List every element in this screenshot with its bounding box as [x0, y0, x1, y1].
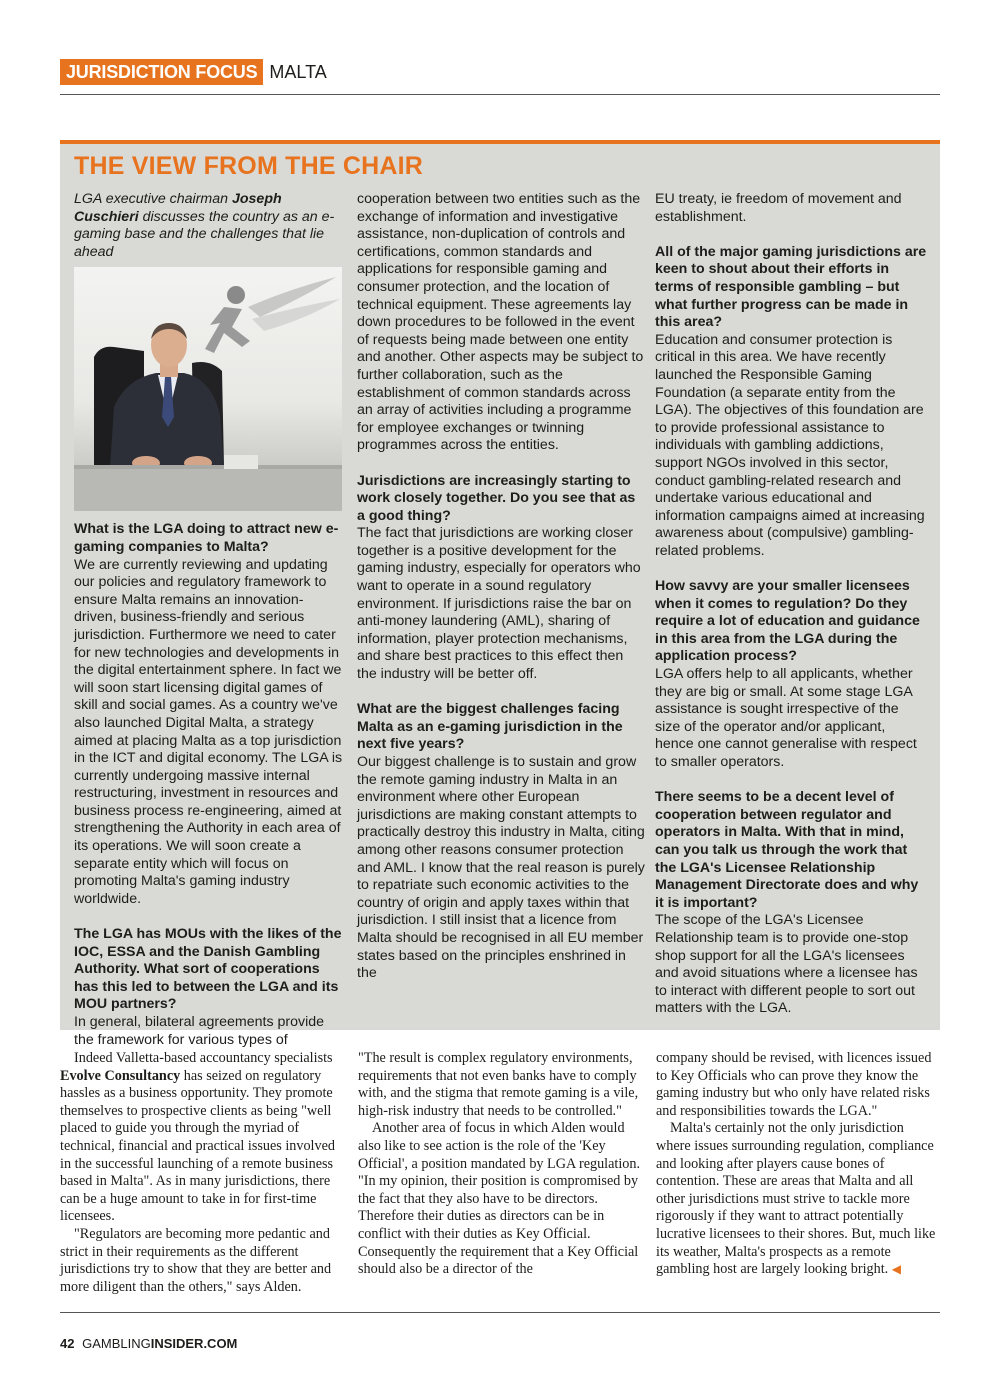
section-subtitle: MALTA	[269, 61, 327, 82]
section-tag: JURISDICTION FOCUS	[60, 59, 263, 85]
interview-column-3	[655, 191, 927, 1018]
answer: EU treaty, ie freedom of movement and establishment.	[655, 191, 902, 225]
standfirst-pre: LGA executive chairman	[74, 191, 232, 207]
article-paragraph	[60, 1050, 338, 1226]
chairman-photo	[74, 267, 342, 511]
answer: We are currently reviewing and updating our policies and regulatory framework to ensure Malta remains an innovation-driven, business-friendly and serious jurisdiction. Furthermore we need to cater for new technologies and developments in the digital entertainment sphere. In fact we will soon start licensing digital games of skill and social games. As a country we've also launched Digital Malta, a strategy aimed at placing Malta as a top jurisdiction in the ICT and digital economy. The LGA is currently undergoing massive internal restructuring, investment in resources and business process re-engineering, aimed at strengthening the Authority in each area of its operations. We will soon create a separate entity which will focus on promoting Malta's gaming industry worldwide.	[74, 556, 343, 907]
question: Jurisdictions are increasingly starting to work closely together. Do you see that as a good thing?	[357, 472, 636, 524]
article-column-2	[358, 1050, 642, 1279]
qa-item	[655, 789, 927, 1018]
answer: cooperation between two entities such as the exchange of information and investigative assistance, non-duplication of controls and certifications, common standards and applications for responsible gaming and consumer protection, and the location of technical equipment. These agreements lay down procedures to be followed in the event of requests being made between one entity and another. Other aspects may be subject to further collaboration, such as the establishment of common standards across an array of activities including a programme for employee exchanges or twinning programmes across the entities.	[357, 191, 644, 454]
answer: The fact that jurisdictions are working closer together is a positive development for the gaming industry, especially for operators who want to operate in a sound regulatory environment. If jurisdictions raise the bar on anti-money laundering (AML), sharing of information, player protection mechanisms, and share best practices to this effect then the industry will be better off.	[357, 525, 641, 683]
end-mark-icon: ◀	[891, 1262, 901, 1277]
question: How savvy are your smaller licensees when it comes to regulation? Do they require a lot of education and guidance in this area from the LGA during the application process?	[655, 578, 920, 665]
article-paragraph: "The result is complex regulatory environments, requirements that not even banks have to comply with, and the stigma that remote gaming is a vile, high-risk industry that needs to be controlled."	[358, 1050, 639, 1119]
box-title: THE VIEW FROM THE CHAIR	[74, 152, 424, 180]
qa-item	[655, 244, 927, 561]
article-paragraph: "Regulators are becoming more pedantic and strict in their requirements as the different jurisdictions try to show that they are better and more diligent than the others," says Alden.	[60, 1225, 332, 1295]
article-column-1	[60, 1050, 338, 1296]
company-name: Evolve Consultancy	[60, 1067, 181, 1084]
article-text: Malta's certainly not the only jurisdiction where issues surrounding regulation, compliance and looking after players cause bones of contention. These are areas that Malta and all other jurisdictions must strive to tackle more rigorously if they want to attract potentially lucrative licensees to their shores. But, much like its weather, Malta's prospects as a remote gambling host are largely looking bright.	[656, 1120, 936, 1278]
qa-item	[74, 521, 346, 908]
page-footer	[60, 1336, 237, 1351]
question: There seems to be a decent level of cooperation between regulator and operators in Malta. With that in mind, can you talk us through the work that the LGA's Licensee Relationship Management Directorate does and why it is important?	[655, 789, 919, 911]
question: What are the biggest challenges facing Malta as an e-gaming jurisdiction in the next five years?	[357, 701, 623, 753]
standfirst	[74, 191, 346, 261]
article-column-3	[656, 1050, 940, 1279]
chairman-photo-illustration	[74, 267, 342, 511]
qa-item	[655, 191, 927, 226]
qa-item	[357, 191, 645, 455]
standfirst-name: Joseph Cuschieri	[74, 191, 282, 225]
interview-column-2	[357, 191, 645, 983]
question: What is the LGA doing to attract new e-gaming companies to Malta?	[74, 521, 339, 555]
section-header	[60, 58, 327, 86]
answer: Education and consumer protection is critical in this area. We have recently launched the Responsible Gaming Foundation (a separate entity from the LGA). The objectives of this foundation are to provide professional assistance to individuals with gambling addictions, support NGOs involved in this sector, conduct gambling-related research and undertake various educational and information campaigns aimed at increasing awareness about (compulsive) gambling-related problems.	[655, 331, 925, 559]
question: All of the major gaming jurisdictions are keen to shout about their efforts in terms of responsible gambling – but what further progress can be made in this area?	[655, 243, 927, 331]
footer-divider	[60, 1312, 940, 1313]
site-name-part-2: INSIDER.COM	[150, 1336, 238, 1351]
answer: LGA offers help to all applicants, whether they are big or small. At some stage LGA assistance is sought irrespective of the size of the operator and/or applicant, hence one cannot generalise with respect to smaller operators.	[655, 666, 917, 770]
article-paragraph	[656, 1120, 940, 1278]
article-paragraph: Another area of focus in which Alden would also like to see action is the role of the 'Key Official', a position mandated by LGA regulation. "In my opinion, their position is compromised by the fact that they also have to be directors. Therefore their duties as directors can be in conflict with their duties as Key Official. Consequently the requirement that a Key Official should also be a director of the	[358, 1120, 641, 1278]
qa-item	[357, 701, 645, 983]
answer: In general, bilateral agreements provide the framework for various types of	[74, 1014, 325, 1048]
article-text: Indeed Valletta-based accountancy specialists	[74, 1050, 333, 1066]
question: The LGA has MOUs with the likes of the IOC, ESSA and the Danish Gambling Authority. What sort of cooperations has this led to between the LGA and its MOU partners?	[74, 926, 342, 1013]
standfirst-post: discusses the country as an e-gaming base and the challenges that lie ahead	[74, 208, 335, 260]
interview-column-1	[74, 191, 346, 1049]
article-paragraph: company should be revised, with licences issued to Key Officials who can prove they know the gaming industry but who only have related risks and responsibilities towards the LGA."	[656, 1050, 932, 1119]
qa-item	[74, 926, 346, 1049]
answer: The scope of the LGA's Licensee Relationship team is to provide one-stop shop support for all the LGA's licensees and avoid situations where a licensee has to interact with different people to sort out matters with the LGA.	[655, 912, 918, 1017]
page-number: 42	[60, 1336, 75, 1351]
answer: Our biggest challenge is to sustain and grow the remote gaming industry in Malta in an environment where other European jurisdictions are making constant attempts to practically destroy this industry in Malta, citing among other reasons consumer protection and AML. I know that the real reason is purely to repatriate such economic activities to the country of origin and apply taxes within that jurisdiction. I still insist that a licence from Malta should be recognised in all EU member states based on the principles enshrined in the	[357, 754, 645, 982]
article-text: has seized on regulatory hassles as a business opportunity. They promote themselves to prospective clients as being "well placed to guide you through the myriad of technical, financial and practical issues involved in the successful launching of a remote business based in Malta". As in many jurisdictions, there can be a huge amount to take in for first-time licensees.	[60, 1067, 335, 1225]
header-divider	[60, 94, 940, 95]
running-figure-logo-icon	[205, 277, 340, 353]
site-name-part-1: GAMBLING	[82, 1336, 151, 1351]
qa-item	[357, 473, 645, 684]
interview-box	[60, 140, 940, 1048]
qa-item	[655, 578, 927, 772]
